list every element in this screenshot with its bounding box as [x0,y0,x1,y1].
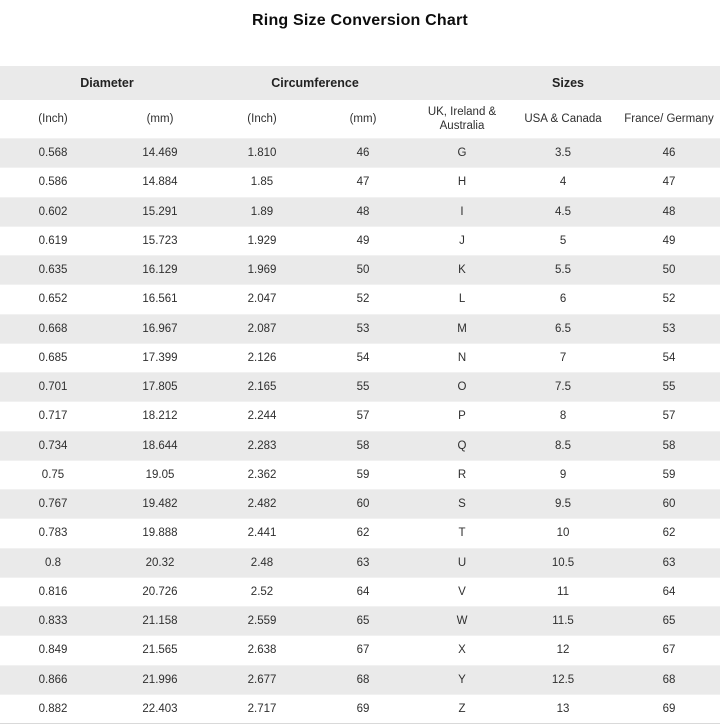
table-row [0,256,720,285]
table-cell: 65 [662,615,676,628]
table-cell: 15.723 [142,234,178,247]
table-cell: 57 [356,410,370,423]
table-cell: G [457,147,467,160]
table-cell: 0.568 [38,147,68,160]
table-cell: 69 [356,702,370,715]
table-cell: 54 [356,351,370,364]
column-header-row [0,100,720,139]
table-cell: 2.283 [247,439,277,452]
table-cell: 11 [557,585,569,598]
table-cell: 17.805 [142,381,178,394]
table-row [0,490,720,519]
table-cell: 2.559 [247,615,277,628]
table-cell: 0.586 [38,176,68,189]
table-cell: X [458,644,466,657]
table-cell: 5.5 [555,264,572,277]
table-cell: 58 [662,439,676,452]
table-cell: 52 [356,293,370,306]
table-cell: K [458,264,466,277]
table-row [0,694,720,723]
column-group-diameter: Diameter [0,66,214,100]
table-row [0,226,720,255]
table-row [0,607,720,636]
table-cell: 0.849 [38,644,68,657]
page-title: Ring Size Conversion Chart [252,12,468,29]
table-row [0,577,720,606]
table-row [0,636,720,665]
table-cell: 46 [356,147,370,160]
table-cell: 0.701 [38,381,68,394]
table-cell: 4.5 [555,205,572,218]
table-row [0,548,720,577]
table-cell: 0.734 [38,439,68,452]
table-cell: 20.32 [145,556,175,569]
table-cell: W [456,615,468,628]
table-cell: 10.5 [551,556,575,569]
table-cell: Q [457,439,467,452]
table-cell: 12 [556,644,570,657]
table-cell: 69 [662,702,676,715]
table-cell: Z [458,702,466,715]
table-cell: 0.602 [38,205,68,218]
table-cell: 2.717 [247,702,277,715]
table-row [0,197,720,226]
table-cell: 20.726 [142,585,178,598]
table-cell: 19.482 [142,498,178,511]
table-cell: 19.05 [145,468,175,481]
column-group-sizes: Sizes [416,66,720,100]
table-cell: 0.75 [41,468,65,481]
table-row [0,343,720,372]
table-cell: 2.126 [247,351,277,364]
table-cell: 14.884 [142,176,178,189]
table-cell: 18.212 [142,410,178,423]
table-cell: 1.89 [250,205,274,218]
table-cell: 1.929 [247,234,277,247]
table-cell: 8 [559,410,567,423]
table-cell: 0.833 [38,615,68,628]
table-cell: 57 [662,410,676,423]
table-cell: 18.644 [142,439,178,452]
column-header-size-france: France/ Germany [618,100,720,139]
table-cell: 16.129 [142,264,178,277]
table-row [0,168,720,197]
table-cell: 48 [662,205,676,218]
table-cell: 2.638 [247,644,277,657]
table-cell: 13 [556,702,570,715]
table-cell: 21.158 [142,615,178,628]
table-row [0,373,720,402]
table-cell: 55 [662,381,676,394]
table-cell: 2.087 [247,322,277,335]
table-row [0,314,720,343]
column-header-diameter-mm: (mm) [106,100,214,139]
table-cell: 58 [356,439,370,452]
table-cell: 50 [662,264,676,277]
table-cell: I [460,205,464,218]
table-cell: 64 [662,585,676,598]
table-cell: 62 [356,527,370,540]
table-cell: 19.888 [142,527,178,540]
table-cell: 60 [356,498,370,511]
table-cell: 4 [559,176,567,189]
ring-size-conversion-table [0,66,720,724]
table-cell: 46 [662,147,676,160]
table-cell: 62 [662,527,676,540]
table-cell: 3.5 [555,147,572,160]
table-cell: 1.810 [247,147,277,160]
table-cell: 2.244 [247,410,277,423]
table-cell: 1.85 [250,176,274,189]
table-cell: 17.399 [142,351,178,364]
table-cell: 67 [662,644,676,657]
table-cell: 0.783 [38,527,68,540]
column-header-size-usa: USA & Canada [508,100,618,139]
table-cell: 0.619 [38,234,68,247]
table-cell: 0.866 [38,673,68,686]
table-cell: 63 [662,556,676,569]
table-cell: 0.685 [38,351,68,364]
table-cell: N [457,351,467,364]
table-cell: 7.5 [555,381,572,394]
table-cell: 2.677 [247,673,277,686]
table-cell: 2.362 [247,468,277,481]
table-cell: 0.717 [38,410,68,423]
table-cell: 2.441 [247,527,277,540]
table-cell: 0.652 [38,293,68,306]
table-cell: 68 [356,673,370,686]
table-cell: 47 [662,176,676,189]
table-row [0,431,720,460]
table-cell: M [457,322,467,335]
table-row [0,139,720,168]
table-row [0,519,720,548]
table-cell: 59 [662,468,676,481]
table-cell: 2.482 [247,498,277,511]
table-cell: J [459,234,465,247]
table-cell: 16.967 [142,322,178,335]
table-cell: 63 [356,556,370,569]
table-cell: 14.469 [142,147,178,160]
table-cell: 2.52 [250,585,274,598]
table-cell: 68 [662,673,676,686]
table-cell: 49 [356,234,370,247]
table-cell: 64 [356,585,370,598]
table-cell: 54 [662,351,676,364]
table-cell: 55 [356,381,370,394]
table-cell: 10 [556,527,570,540]
table-cell: R [457,468,467,481]
table-cell: 0.816 [38,585,68,598]
table-cell: 59 [356,468,370,481]
table-cell: 9.5 [555,498,572,511]
table-cell: 50 [356,264,370,277]
table-cell: 52 [662,293,676,306]
table-cell: 0.8 [45,556,61,569]
table-cell: 21.565 [142,644,178,657]
table-cell: 6 [559,293,567,306]
table-cell: 5 [559,234,567,247]
table-cell: 53 [662,322,676,335]
table-cell: U [457,556,467,569]
table-cell: Y [458,673,466,686]
table-cell: 11.5 [552,615,574,628]
table-cell: 0.882 [38,702,68,715]
table-header [0,66,720,139]
table-cell: 15.291 [142,205,178,218]
table-cell: V [458,585,466,598]
table-cell: 9 [559,468,567,481]
table-row [0,665,720,694]
table-cell: 2.165 [247,381,277,394]
table-cell: T [458,527,466,540]
table-cell: 6.5 [555,322,572,335]
table-cell: H [457,176,467,189]
table-cell: 47 [356,176,370,189]
table-cell: 22.403 [142,702,178,715]
table-cell: 2.48 [250,556,274,569]
table-cell: 2.047 [247,293,277,306]
table-cell: 8.5 [555,439,572,452]
table-cell: 0.767 [38,498,68,511]
column-group-circumference: Circumference [214,66,416,100]
table-cell: S [458,498,466,511]
table-cell: 67 [356,644,370,657]
table-row [0,460,720,489]
table-cell: 12.5 [551,673,575,686]
table-cell: 48 [356,205,370,218]
table-cell: 60 [662,498,676,511]
table-row [0,402,720,431]
column-group-row [0,66,720,100]
table-cell: 65 [356,615,370,628]
column-header-circumference-inch: (Inch) [214,100,310,139]
table-body [0,139,720,724]
column-header-circumference-mm: (mm) [310,100,416,139]
table-cell: 1.969 [247,264,277,277]
page-header [0,0,720,66]
table-cell: 0.668 [38,322,68,335]
table-row [0,285,720,314]
column-header-size-uk: UK, Ireland & Australia [416,100,508,139]
table-cell: 0.635 [38,264,68,277]
table-cell: P [458,410,466,423]
table-cell: O [457,381,467,394]
table-cell: L [458,293,466,306]
table-cell: 21.996 [142,673,178,686]
table-cell: 7 [559,351,567,364]
table-cell: 49 [662,234,676,247]
table-cell: 53 [356,322,370,335]
column-header-diameter-inch: (Inch) [0,100,106,139]
table-cell: 16.561 [142,293,178,306]
